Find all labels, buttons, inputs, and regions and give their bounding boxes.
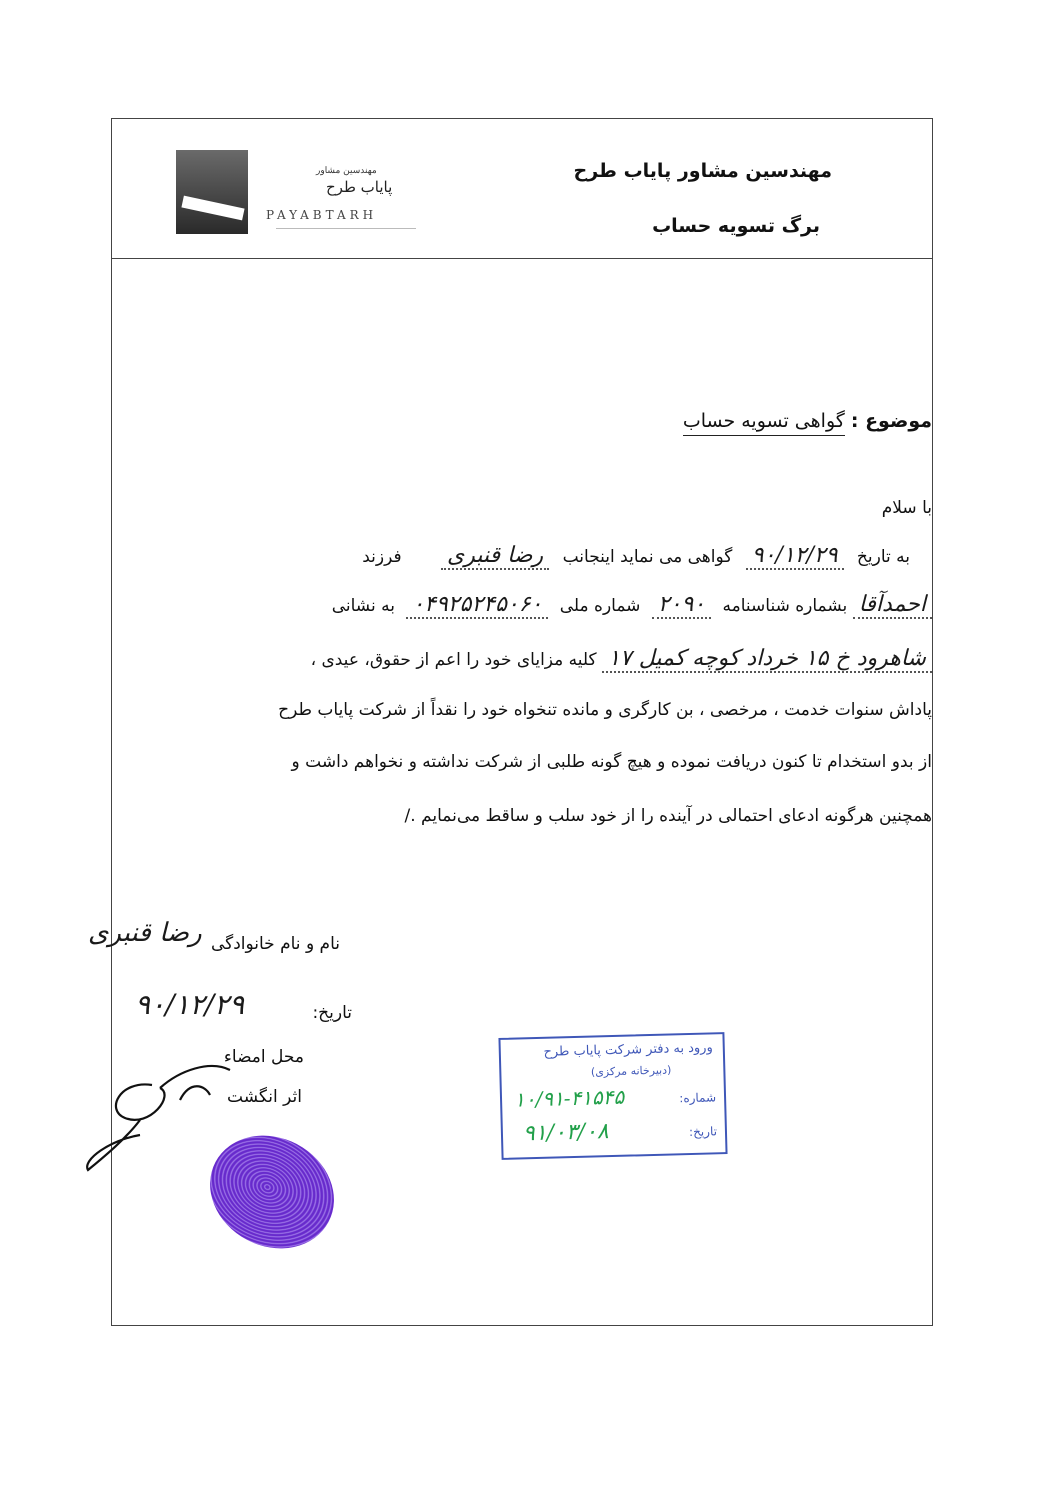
handwritten-address: شاهرود خ ۱۵ خرداد کوچه کمیل ۱۷: [602, 646, 932, 673]
stamp-number-label: شماره:: [679, 1090, 717, 1106]
form-title: برگ تسویه حساب: [652, 215, 820, 237]
logo-tagline-line: [276, 228, 416, 229]
body-line-1: به تاریخ ۹۰/۱۲/۲۹ گواهی می نماید اینجانب رضا قنبری فرزند: [362, 543, 910, 568]
signature-label: محل امضاء: [223, 1047, 304, 1067]
handwritten-date: ۹۰/۱۲/۲۹: [746, 543, 844, 570]
date-label: تاریخ:: [312, 1003, 352, 1023]
stamp-number-value: ۱۰/۹۱-۴۱۵۴۵: [513, 1084, 625, 1112]
header-divider: [111, 258, 933, 259]
body-line-2: احمدآقا بشماره شناسنامه ۲۰۹۰ شماره ملی ۰۴۹۲۵۲۴۵۰۶۰ به نشانی: [332, 592, 932, 619]
handwritten-id-number: ۲۰۹۰: [652, 592, 711, 619]
logo-latin-name: PAYABTARH: [266, 208, 378, 222]
logo-mark: [176, 150, 248, 234]
body-line-6: همچنین هرگونه ادعای احتمالی در آینده را از خود سلب و ساقط می‌نمایم ./: [404, 806, 932, 826]
subject-value: گواهی تسویه حساب: [683, 410, 845, 436]
company-logo: [176, 150, 426, 240]
handwritten-name: رضا قنبری: [441, 543, 549, 570]
registration-stamp: [498, 1032, 727, 1160]
company-name: مهندسین مشاور پایاب طرح: [573, 160, 832, 182]
stamp-line-2: (دبیرخانه مرکزی): [590, 1063, 672, 1079]
logo-small-text: مهندسین مشاور: [316, 166, 377, 176]
logo-persian-name: پایاب طرح: [326, 178, 393, 196]
stamp-date-value: ۹۱/۰۳/۰۸: [522, 1119, 609, 1147]
handwritten-father-name: احمدآقا: [853, 592, 932, 619]
body-line-4: پاداش سنوات خدمت ، مرخصی ، بن کارگری و مانده تنخواه خود را نقداً از شرکت پایاب طرح: [278, 700, 932, 720]
subject-line: [683, 410, 932, 432]
fingerprint-label: اثر انگشت: [227, 1087, 302, 1107]
body-line-3: شاهرود خ ۱۵ خرداد کوچه کمیل ۱۷ کلیه مزایای خود را اعم از حقوق، عیدی ،: [311, 646, 932, 673]
body-line-5: از بدو استخدام تا کنون دریافت نموده و هیچ گونه طلبی از شرکت نداشته و نخواهم داشت و: [291, 752, 932, 772]
stamp-date-label: تاریخ:: [688, 1124, 718, 1140]
stamp-line-1: ورود به دفتر شرکت پایاب طرح: [543, 1040, 713, 1060]
greeting: با سلام: [881, 498, 932, 518]
handwritten-footer-date: ۹۰/۱۲/۲۹: [135, 988, 245, 1021]
name-label: نام و نام خانوادگی: [210, 934, 340, 954]
handwritten-signature-name: رضا قنبری: [88, 918, 202, 948]
handwritten-national-number: ۰۴۹۲۵۲۴۵۰۶۰: [406, 592, 548, 619]
subject-label: موضوع :: [850, 410, 932, 432]
